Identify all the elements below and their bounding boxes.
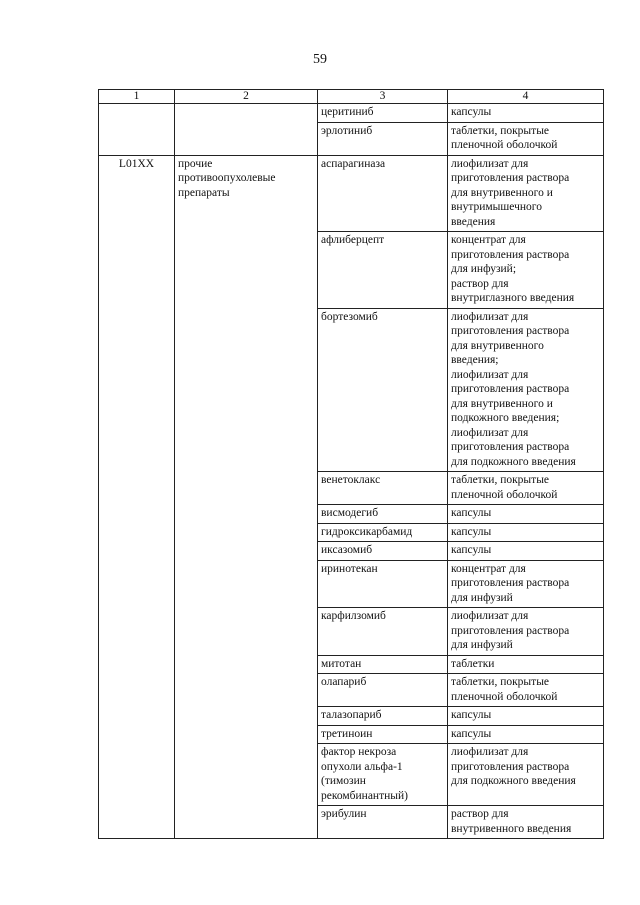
- table-body: [99, 90, 604, 839]
- dosage-form-cell: лиофилизат для приготовления раствора для инфузий: [448, 608, 604, 656]
- dosage-form-cell: капсулы: [448, 725, 604, 744]
- atc-code-cell: L01XX: [99, 155, 175, 839]
- dosage-form-cell: концентрат для приготовления раствора для инфузий: [448, 560, 604, 608]
- drug-name-cell: третиноин: [318, 725, 448, 744]
- drug-name-cell: иринотекан: [318, 560, 448, 608]
- dosage-form-cell: лиофилизат для приготовления раствора для внутривенного и внутримышечного введения: [448, 155, 604, 232]
- drug-name-cell: гидроксикарбамид: [318, 523, 448, 542]
- dosage-form-cell: лиофилизат для приготовления раствора для внутривенного введения; лиофилизат для приготовления раствора для внутривенного и подкожного введения; лиофилизат для приготовления раствора для подкожного введения: [448, 308, 604, 472]
- dosage-form-cell: капсулы: [448, 542, 604, 561]
- dosage-form-cell: лиофилизат для приготовления раствора для подкожного введения: [448, 744, 604, 806]
- drug-name-cell: карфилзомиб: [318, 608, 448, 656]
- drug-name-cell: эрибулин: [318, 806, 448, 839]
- drug-name-cell: висмодегиб: [318, 505, 448, 524]
- dosage-form-cell: капсулы: [448, 707, 604, 726]
- drug-name-cell: иксазомиб: [318, 542, 448, 561]
- drug-name-cell: талазопариб: [318, 707, 448, 726]
- drug-name-cell: олапариб: [318, 674, 448, 707]
- dosage-form-cell: раствор для внутривенного введения: [448, 806, 604, 839]
- drug-name-cell: церитиниб: [318, 104, 448, 123]
- drug-name-cell: аспарагиназа: [318, 155, 448, 232]
- header-row: [99, 90, 604, 104]
- dosage-form-cell: капсулы: [448, 523, 604, 542]
- column-header-1: 1: [99, 90, 175, 104]
- drug-name-cell: фактор некроза опухоли альфа-1 (тимозин рекомбинантный): [318, 744, 448, 806]
- group-name-cell-empty: [175, 104, 318, 156]
- page-number: 59: [313, 52, 327, 67]
- dosage-form-cell: таблетки: [448, 655, 604, 674]
- drug-name-cell: бортезомиб: [318, 308, 448, 472]
- dosage-form-cell: таблетки, покрытые пленочной оболочкой: [448, 122, 604, 155]
- dosage-form-cell: концентрат для приготовления раствора для инфузий; раствор для внутриглазного введения: [448, 232, 604, 309]
- table-row: [99, 104, 604, 123]
- column-header-4: 4: [448, 90, 604, 104]
- drug-table: [98, 89, 604, 839]
- code-cell-empty: [99, 104, 175, 156]
- dosage-form-cell: таблетки, покрытые пленочной оболочкой: [448, 674, 604, 707]
- drug-name-cell: эрлотиниб: [318, 122, 448, 155]
- drug-name-cell: афлиберцепт: [318, 232, 448, 309]
- group-name-cell: прочие противоопухолевые препараты: [175, 155, 318, 839]
- table-row: [99, 155, 604, 232]
- drug-name-cell: митотан: [318, 655, 448, 674]
- dosage-form-cell: капсулы: [448, 104, 604, 123]
- column-header-2: 2: [175, 90, 318, 104]
- column-header-3: 3: [318, 90, 448, 104]
- dosage-form-cell: таблетки, покрытые пленочной оболочкой: [448, 472, 604, 505]
- dosage-form-cell: капсулы: [448, 505, 604, 524]
- drug-name-cell: венетоклакс: [318, 472, 448, 505]
